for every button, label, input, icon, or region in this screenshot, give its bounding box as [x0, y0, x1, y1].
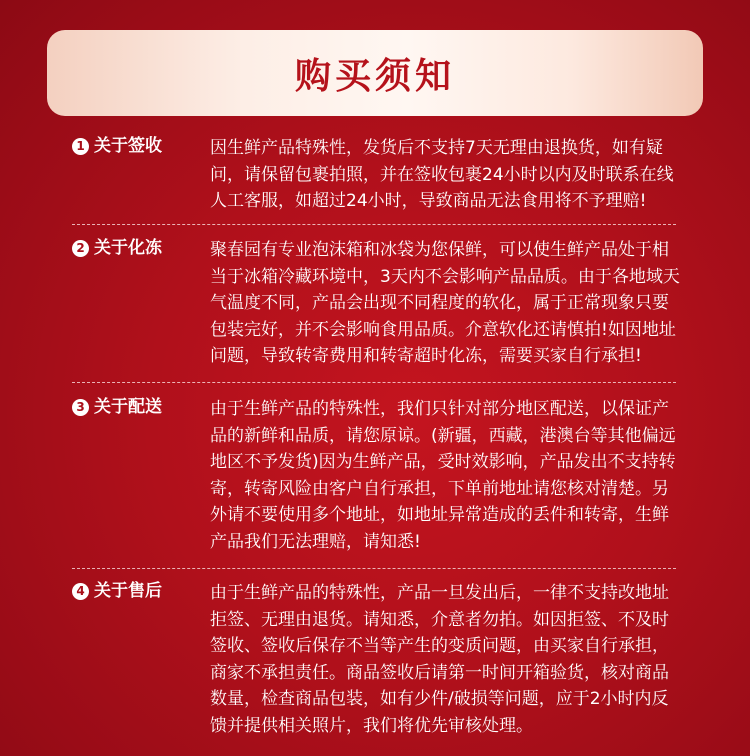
section-after-sales [72, 580, 676, 745]
page-title: 购买须知 [294, 55, 455, 97]
divider [72, 224, 676, 225]
section-label [72, 396, 162, 418]
number-1-icon: 1 [72, 138, 89, 155]
section-text: 由于生鲜产品的特殊性，我们只针对部分地区配送，以保证产品的新鲜和品质，请您原谅。(新疆，西藏，港澳台等其他偏远地区不予发货)因为生鲜产品，受时效影响，产品发出不支持转寄，转寄风险由客户自行承担，下单前地址请您核对清楚。另外请不要使用多个地址，如地址异常造成的丢件和转寄，生鲜产品我们无法理赔，请知悉! [210, 399, 676, 552]
section-text: 因生鲜产品特殊性，发货后不支持7天无理由退换货，如有疑问，请保留包裹拍照，并在签收包裹24小时以内及时联系在线人工客服，如超过24小时，导致商品无法食用将不予理赔! [210, 138, 674, 211]
number-3-icon: 3 [72, 399, 89, 416]
divider [72, 568, 676, 569]
section-title: 关于化冻 [94, 238, 162, 258]
section-delivery [72, 396, 676, 561]
section-label [72, 237, 162, 259]
title-banner [47, 30, 703, 116]
section-label [72, 135, 162, 157]
section-signing [72, 135, 676, 215]
number-2-icon: 2 [72, 240, 89, 257]
number-4-icon: 4 [72, 583, 89, 600]
section-title: 关于售后 [94, 581, 162, 601]
divider [72, 382, 676, 383]
section-text: 聚春园有专业泡沫箱和冰袋为您保鲜，可以使生鲜产品处于相当于冰箱冷藏环境中，3天内不会影响产品品质。由于各地域天气温度不同，产品会出现不同程度的软化，属于正常现象只要包装完好，并不会影响食用品质。介意软化还请慎拍!如因地址问题，导致转寄费用和转寄超时化冻，需要买家自行承担! [210, 240, 680, 366]
section-text: 由于生鲜产品的特殊性，产品一旦发出后，一律不支持改地址拒签、无理由退货。请知悉，介意者勿拍。如因拒签、不及时签收、签收后保存不当等产生的变质问题，由买家自行承担，商家不承担责任。商品签收后请第一时间开箱验货，核对商品数量，检查商品包装，如有少件/破损等问题，应于2小时内反馈并提供相关照片，我们将优先审核处理。 [210, 583, 669, 736]
section-thawing [72, 237, 680, 372]
section-title: 关于配送 [94, 397, 162, 417]
section-label [72, 580, 162, 602]
section-title: 关于签收 [94, 136, 162, 156]
